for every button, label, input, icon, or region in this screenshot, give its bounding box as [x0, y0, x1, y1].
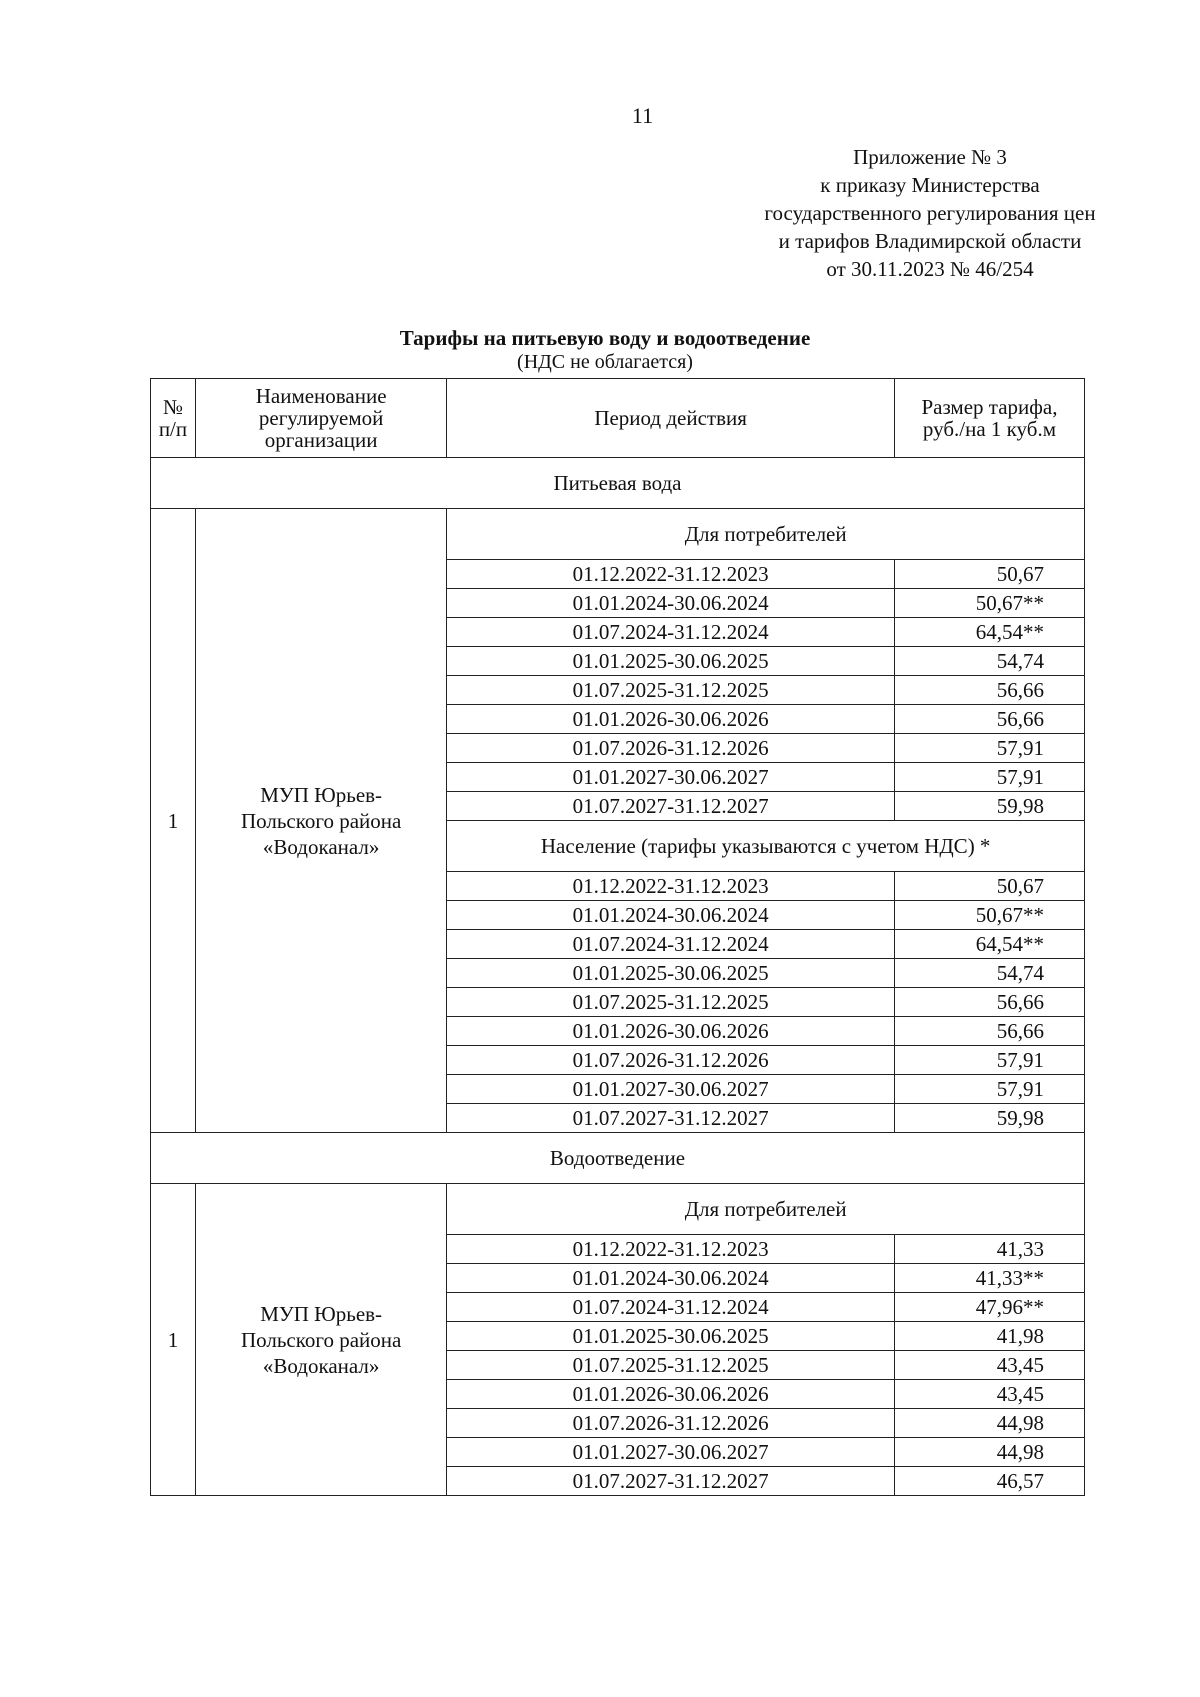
section-title: Питьевая вода: [151, 458, 1085, 509]
period-cell: 01.01.2024-30.06.2024: [447, 589, 895, 618]
title-block: [130, 326, 1080, 373]
appendix-line: к приказу Министерства: [820, 173, 1040, 197]
appendix-line: и тарифов Владимирской области: [778, 229, 1082, 253]
tariff-cell: 41,98: [894, 1322, 1084, 1351]
tariff-cell: 41,33: [894, 1235, 1084, 1264]
row-number: 1: [151, 509, 196, 1133]
period-cell: 01.07.2026-31.12.2026: [447, 734, 895, 763]
organization-line: Польского района: [240, 808, 402, 833]
tariff-cell: 50,67**: [894, 901, 1084, 930]
header-num: № п/п: [151, 379, 196, 458]
group-label: Для потребителей: [447, 509, 1085, 560]
tariff-table: [150, 378, 1085, 1496]
organization-line: МУП Юрьев-: [260, 782, 383, 807]
appendix-line: от 30.11.2023 № 46/254: [826, 257, 1034, 281]
period-cell: 01.07.2026-31.12.2026: [447, 1409, 895, 1438]
organization-line: Польского района: [240, 1327, 402, 1352]
period-cell: 01.01.2025-30.06.2025: [447, 1322, 895, 1351]
document-title: Тарифы на питьевую воду и водоотведение: [399, 326, 811, 350]
period-cell: 01.01.2026-30.06.2026: [447, 1380, 895, 1409]
tariff-cell: 57,91: [894, 734, 1084, 763]
tariff-cell: 50,67: [894, 560, 1084, 589]
appendix-block: [700, 143, 1160, 283]
period-cell: 01.07.2026-31.12.2026: [447, 1046, 895, 1075]
tariff-cell: 64,54**: [894, 930, 1084, 959]
tariff-cell: 41,33**: [894, 1264, 1084, 1293]
header-period: Период действия: [447, 379, 895, 458]
organization-line: «Водоканал»: [262, 1353, 380, 1378]
appendix-line: Приложение № 3: [853, 145, 1007, 169]
period-cell: 01.01.2027-30.06.2027: [447, 763, 895, 792]
period-cell: 01.12.2022-31.12.2023: [447, 560, 895, 589]
group-label: Для потребителей: [447, 1184, 1085, 1235]
period-cell: 01.12.2022-31.12.2023: [447, 1235, 895, 1264]
tariff-cell: 44,98: [894, 1409, 1084, 1438]
period-cell: 01.01.2025-30.06.2025: [447, 959, 895, 988]
organization-line: «Водоканал»: [262, 834, 380, 859]
tariff-cell: 57,91: [894, 763, 1084, 792]
tariff-cell: 56,66: [894, 988, 1084, 1017]
period-cell: 01.07.2025-31.12.2025: [447, 1351, 895, 1380]
header-row: [151, 379, 1085, 458]
period-cell: 01.07.2027-31.12.2027: [447, 1467, 895, 1496]
tariff-cell: 64,54**: [894, 618, 1084, 647]
tariff-cell: 43,45: [894, 1380, 1084, 1409]
period-cell: 01.01.2024-30.06.2024: [447, 1264, 895, 1293]
appendix-line: государственного регулирования цен: [764, 201, 1096, 225]
period-cell: 01.07.2025-31.12.2025: [447, 676, 895, 705]
tariff-cell: 54,74: [894, 959, 1084, 988]
period-cell: 01.07.2024-31.12.2024: [447, 930, 895, 959]
period-cell: 01.01.2025-30.06.2025: [447, 647, 895, 676]
group-row: [151, 1184, 1085, 1235]
organization-line: МУП Юрьев-: [260, 1301, 383, 1326]
header-org: Наименование регулируемой организации: [195, 379, 446, 458]
section-row: [151, 458, 1085, 509]
period-cell: 01.01.2027-30.06.2027: [447, 1075, 895, 1104]
group-row: [151, 509, 1085, 560]
period-cell: 01.07.2027-31.12.2027: [447, 792, 895, 821]
tariff-cell: 44,98: [894, 1438, 1084, 1467]
tariff-cell: 47,96**: [894, 1293, 1084, 1322]
period-cell: 01.01.2024-30.06.2024: [447, 901, 895, 930]
section-row: [151, 1133, 1085, 1184]
tariff-cell: 43,45: [894, 1351, 1084, 1380]
period-cell: 01.01.2026-30.06.2026: [447, 1017, 895, 1046]
header-tariff: Размер тарифа, руб./на 1 куб.м: [894, 379, 1084, 458]
tariff-cell: 56,66: [894, 676, 1084, 705]
period-cell: 01.07.2027-31.12.2027: [447, 1104, 895, 1133]
tariff-cell: 46,57: [894, 1467, 1084, 1496]
period-cell: 01.07.2024-31.12.2024: [447, 618, 895, 647]
period-cell: 01.07.2024-31.12.2024: [447, 1293, 895, 1322]
page-number: 11: [631, 103, 654, 128]
period-cell: 01.01.2026-30.06.2026: [447, 705, 895, 734]
tariff-cell: 57,91: [894, 1046, 1084, 1075]
period-cell: 01.07.2025-31.12.2025: [447, 988, 895, 1017]
tariff-cell: 54,74: [894, 647, 1084, 676]
period-cell: 01.01.2027-30.06.2027: [447, 1438, 895, 1467]
row-number: 1: [151, 1184, 196, 1496]
tariff-cell: 57,91: [894, 1075, 1084, 1104]
group-label: Население (тарифы указываются с учетом НДС) *: [447, 821, 1085, 872]
tariff-cell: 50,67**: [894, 589, 1084, 618]
tariff-cell: 56,66: [894, 705, 1084, 734]
table-body: [151, 458, 1085, 1496]
organization-name: [195, 1184, 446, 1496]
tariff-cell: 59,98: [894, 1104, 1084, 1133]
tariff-cell: 59,98: [894, 792, 1084, 821]
tariff-cell: 56,66: [894, 1017, 1084, 1046]
organization-name: [195, 509, 446, 1133]
tariff-cell: 50,67: [894, 872, 1084, 901]
section-title: Водоотведение: [151, 1133, 1085, 1184]
document-subtitle: (НДС не облагается): [517, 351, 693, 373]
period-cell: 01.12.2022-31.12.2023: [447, 872, 895, 901]
